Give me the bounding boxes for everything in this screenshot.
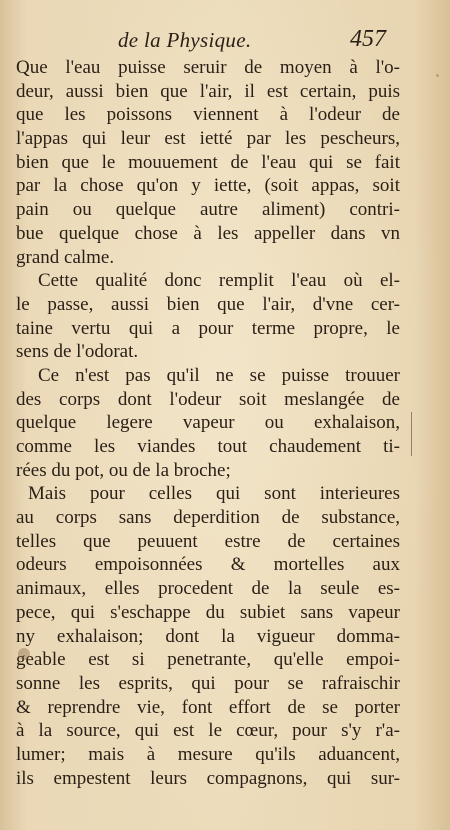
text-line: à la source, qui est le cœur, pour s'y r'a-: [16, 720, 400, 742]
text-line: geable est si penetrante, qu'elle empoi-: [16, 649, 400, 671]
ink-blot: [436, 74, 439, 77]
text-line: comme les viandes tout chaudement ti-: [16, 436, 400, 457]
text-line: deur, aussi bien que l'air, il est certain, puis: [16, 80, 400, 102]
text-line: le passe, aussi bien que l'air, d'vne cer-: [16, 293, 400, 315]
paragraph-start-line: Mais pour celles qui sont interieures: [28, 483, 400, 505]
text-line: quelque legere vapeur ou exhalaison,: [16, 412, 400, 434]
paragraph-start-line: Cette qualité donc remplit l'eau où el-: [38, 270, 400, 292]
text-line: lumer; mais à mesure qu'ils aduancent,: [16, 743, 400, 765]
text-line: pece, qui s'eschappe du subiet sans vapeur: [16, 601, 400, 623]
text-line: odeurs empoisonnées & mortelles aux: [16, 554, 400, 576]
ink-blot: [18, 648, 30, 660]
text-line: telles que peuuent estre de certaines: [16, 530, 400, 552]
paragraph-start-line: Ce n'est pas qu'il ne se puisse trouuer: [38, 364, 400, 386]
text-line: animaux, elles procedent de la seule es-: [16, 578, 400, 600]
text-line: taine vertu qui a pour terme propre, le: [16, 317, 400, 339]
text-line: ils empestent leurs compagnons, qui sur-: [16, 767, 400, 789]
margin-mark: [411, 412, 412, 456]
text-line: au corps sans deperdition de substance,: [16, 507, 400, 529]
text-line: ny exhalaison; dont la vigueur domma-: [16, 625, 400, 647]
text-line: des corps dont l'odeur soit meslangée de: [16, 388, 400, 410]
text-line: Que l'eau puisse seruir de moyen à l'o-: [16, 57, 400, 78]
text-line: bien que le mouuement de l'eau qui se fait: [16, 151, 400, 173]
text-line: que les poissons viennent à l'odeur de: [16, 104, 400, 126]
text-line: sens de l'odorat.: [16, 341, 139, 363]
text-line: & reprendre vie, font effort de se porter: [16, 696, 400, 718]
text-line: l'appas qui leur est ietté par les pescheurs,: [16, 128, 400, 150]
page-number: 457: [350, 26, 386, 52]
body-text: [16, 56, 400, 790]
text-line: bue quelque chose à les appeller dans vn: [16, 222, 400, 244]
text-line: rées du pot, ou de la broche;: [16, 459, 231, 481]
text-line: sonne les esprits, qui pour se rafraischir: [16, 672, 400, 694]
running-head: de la Physique.: [118, 28, 252, 52]
text-line: pain ou quelque autre aliment) contri-: [16, 199, 400, 221]
text-line: par la chose qu'on y iette, (soit appas, soit: [16, 175, 400, 197]
text-line: grand calme.: [16, 246, 115, 268]
